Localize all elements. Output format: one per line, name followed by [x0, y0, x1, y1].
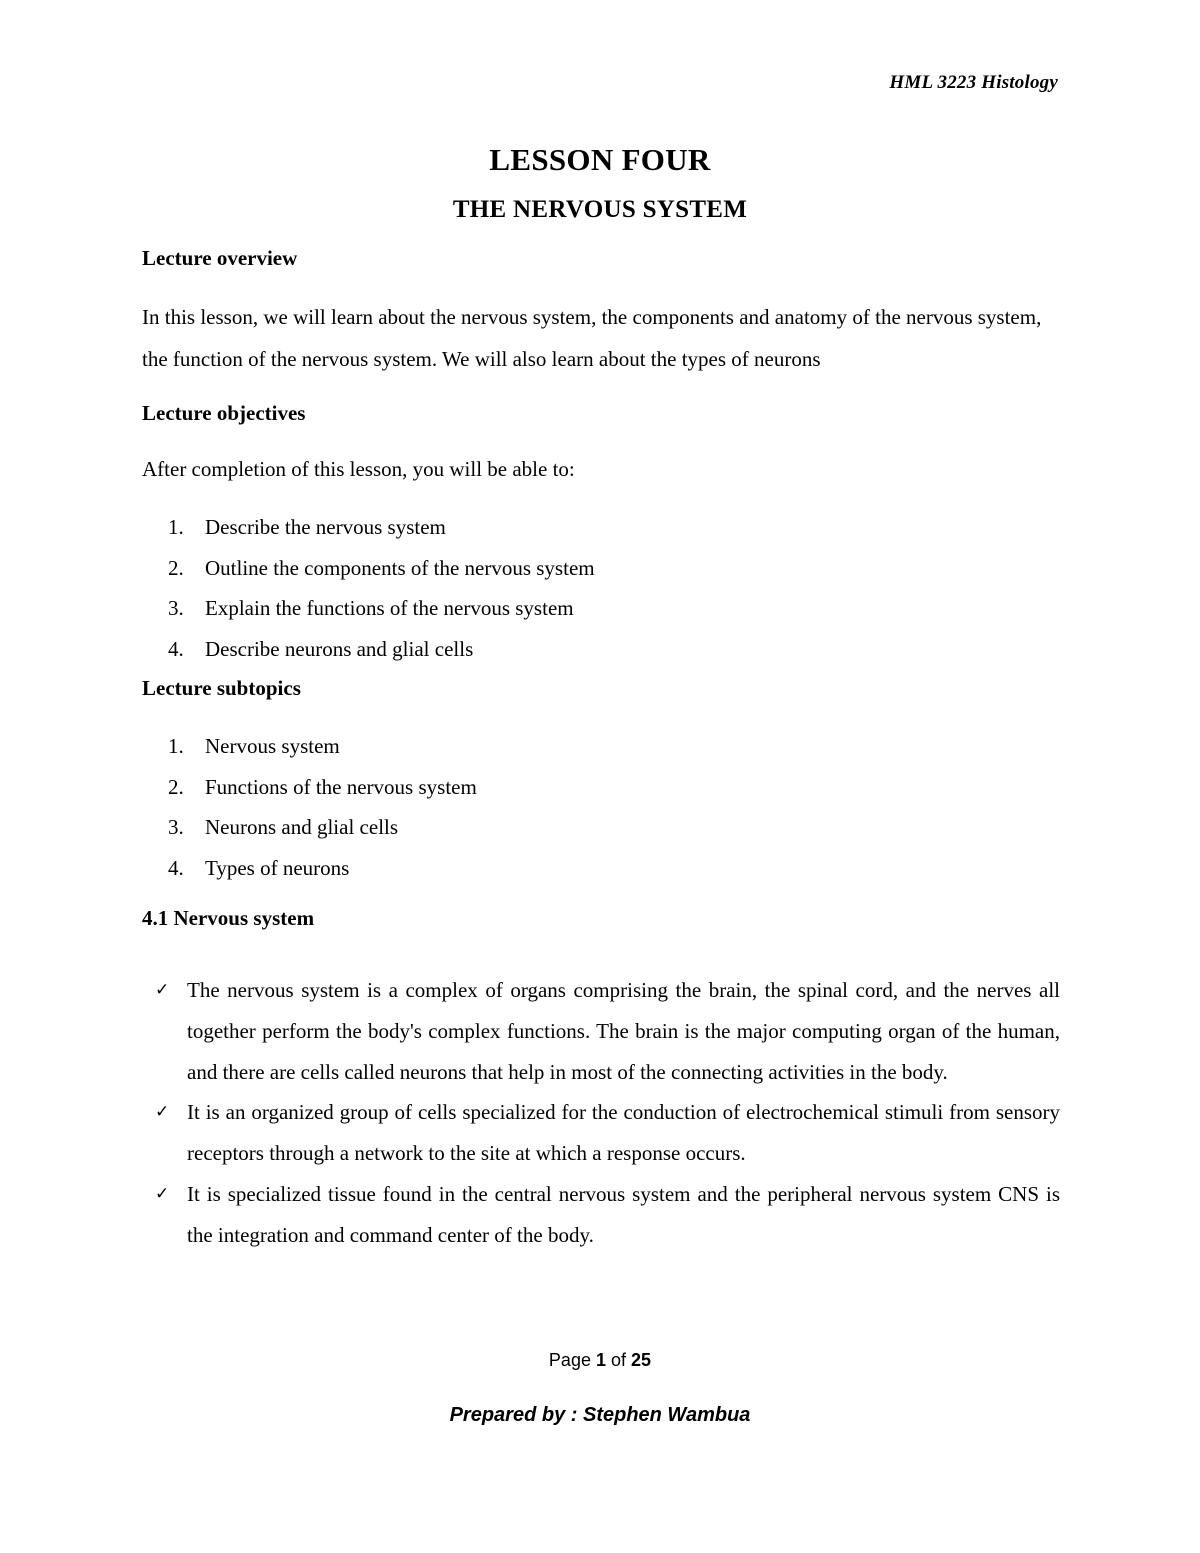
list-number: 1.	[168, 734, 184, 758]
page-total: 25	[631, 1350, 652, 1370]
bullet-text: The nervous system is a complex of organs comprising the brain, the spinal cord, and the nerves all together perform the body's complex functions. The brain is the major computing organ of the human, and there are cells called neurons that help in most of the connecting activities in the body.	[187, 978, 1060, 1084]
list-number: 3.	[168, 596, 184, 621]
list-number: 2.	[168, 774, 184, 799]
subtopics-heading: Lecture subtopics	[142, 676, 301, 700]
list-text: Nervous system	[205, 734, 340, 758]
section-heading: 4.1 Nervous system	[142, 906, 315, 930]
bullet-item	[142, 1092, 1060, 1174]
overview-heading: Lecture overview	[142, 246, 298, 270]
lesson-title: LESSON FOUR	[489, 142, 711, 177]
page-label: Page	[548, 1350, 591, 1370]
checkmark-icon: ✓	[155, 980, 170, 1000]
objectives-intro: After completion of this lesson, you will be able to:	[142, 457, 575, 481]
list-number: 2.	[168, 555, 184, 580]
list-text: Describe neurons and glial cells	[205, 637, 474, 662]
list-number: 3.	[168, 815, 184, 840]
list-text: Types of neurons	[205, 856, 350, 881]
list-text: Describe the nervous system	[205, 515, 446, 539]
prepared-by: Prepared by : Stephen Wambua	[449, 1404, 751, 1426]
checkmark-icon: ✓	[155, 1102, 170, 1123]
list-text: Neurons and glial cells	[205, 815, 399, 840]
lesson-subtitle: THE NERVOUS SYSTEM	[452, 196, 748, 223]
bullet-item	[142, 970, 1060, 1092]
running-header: HML 3223 Histology	[889, 72, 1058, 93]
bullet-text: It is specialized tissue found in the central nervous system and the peripheral nervous system CNS is the integration and command center of the body.	[187, 1181, 1060, 1247]
bullet-text: It is an organized group of cells specialized for the conduction of electrochemical stimuli from sensory receptors through a network to the site at which a response occurs.	[187, 1100, 1060, 1166]
overview-text: In this lesson, we will learn about the nervous system, the components and anatomy of the nervous system, the function of the nervous system. We will also learn about the types of neurons	[142, 305, 1042, 371]
page-current: 1	[595, 1350, 606, 1370]
list-number: 1.	[168, 515, 184, 539]
list-text: Explain the functions of the nervous system	[205, 596, 574, 621]
checkmark-icon: ✓	[155, 1183, 170, 1204]
page-number	[0, 1350, 1200, 1371]
page-of: of	[611, 1350, 627, 1370]
list-text: Functions of the nervous system	[205, 774, 477, 799]
list-text: Outline the components of the nervous system	[205, 555, 595, 580]
objectives-heading: Lecture objectives	[142, 401, 306, 425]
list-number: 4.	[168, 637, 184, 662]
section-bullet-list	[142, 970, 1060, 1256]
list-number: 4.	[168, 856, 184, 881]
bullet-item	[142, 1174, 1060, 1256]
